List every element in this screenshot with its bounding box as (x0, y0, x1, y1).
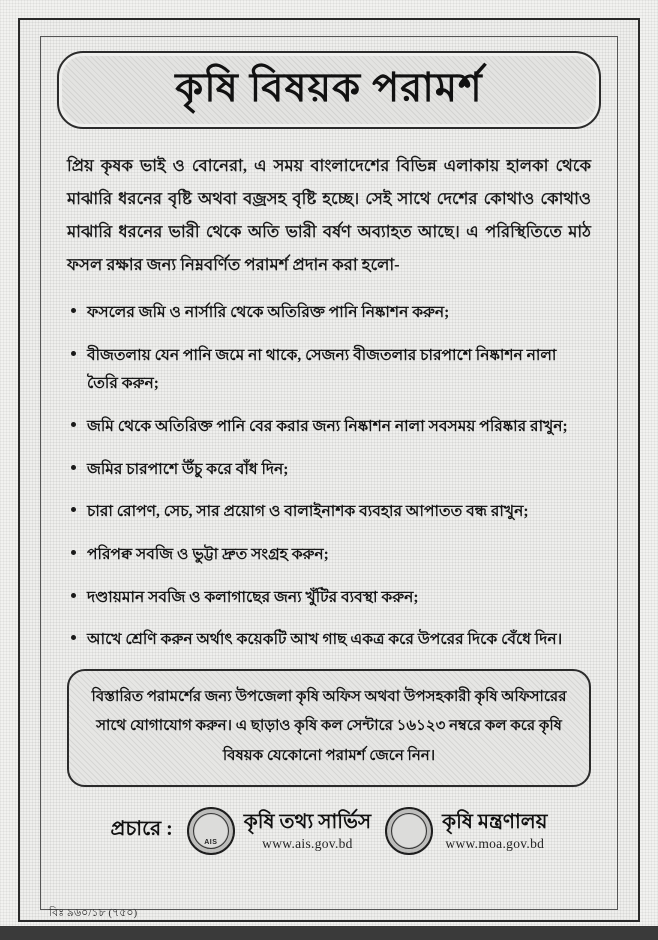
bullet-icon (71, 308, 76, 313)
advice-text: দণ্ডায়মান সবজি ও কলাগাছের জন্য খুঁটির ব্যবস্থা করুন; (87, 588, 419, 606)
bullet-icon (71, 507, 76, 512)
poster-inner-frame (40, 36, 618, 919)
page-title: কৃষি বিষয়ক পরামর্শ (175, 65, 483, 110)
moa-org-name: কৃষি মন্ত্রণালয় (442, 810, 548, 833)
moa-org-text (442, 810, 547, 852)
poster-outer-frame (18, 18, 640, 922)
bullet-icon (71, 635, 76, 640)
moa-seal-icon (385, 807, 433, 855)
list-item (71, 342, 587, 399)
advice-list (71, 299, 587, 655)
ais-org-name: কৃষি তথ্য সার্ভিস (243, 810, 372, 833)
advice-text: জমি থেকে অতিরিক্ত পানি বের করার জন্য নিষ্কাশন নালা সবসময় পরিষ্কার রাখুন; (87, 418, 568, 436)
footer-org-moa (385, 807, 547, 855)
bottom-strip (0, 926, 658, 940)
footer-org-ais (187, 807, 371, 855)
list-item (71, 626, 587, 655)
ais-seal-abbr: AIS (204, 838, 218, 846)
ais-seal-icon (187, 807, 235, 855)
contact-note-text: বিস্তারিত পরামর্শের জন্য উপজেলা কৃষি অফিস অথবা উপসহকারী কৃষি অফিসারের সাথে যোগাযোগ করুন। এ ছাড়াও কৃষি কল সেন্টারে ১৬১২৩ নম্বরে কল করে কৃষি বিষয়ক যেকোনো পরামর্শ জেনে নিন। (91, 689, 567, 764)
poster-footer (67, 807, 591, 855)
advice-text: পরিপক্ব সবজি ও ভুট্টা দ্রুত সংগ্রহ করুন; (87, 546, 329, 564)
bullet-icon (71, 422, 76, 427)
footer-label: প্রচারে : (110, 818, 173, 841)
footnote: বিঃ ৯৬০/১৮ (৭৫০) (49, 907, 138, 919)
bullet-icon (71, 550, 76, 555)
bullet-icon (71, 351, 76, 356)
list-item (71, 584, 587, 613)
advice-text: আখে শ্রেণি করুন অর্থাৎ কয়েকটি আখ গাছ একত্র করে উপরের দিকে বেঁধে দিন। (87, 631, 563, 649)
bullet-icon (71, 593, 76, 598)
advice-text: ফসলের জমি ও নার্সারি থেকে অতিরিক্ত পানি নিষ্কাশন করুন; (87, 304, 450, 321)
contact-note-box (67, 669, 591, 787)
list-item (71, 456, 587, 485)
list-item (71, 299, 587, 328)
bullet-icon (71, 465, 76, 470)
poster-title-box (57, 51, 601, 129)
moa-org-url[interactable]: www.moa.gov.bd (445, 835, 545, 851)
advice-text: চারা রোপণ, সেচ, সার প্রয়োগ ও বালাইনাশক ব্যবহার আপাতত বন্ধ রাখুন; (87, 503, 529, 521)
list-item (71, 413, 587, 442)
intro-paragraph: প্রিয় কৃষক ভাই ও বোনেরা, এ সময় বাংলাদেশের বিভিন্ন এলাকায় হালকা থেকে মাঝারি ধরনের বৃষ্টি অথবা বজ্রসহ বৃষ্টি হচ্ছে। সেই সাথে দেশের কোথাও কোথাও মাঝারি ধরনের ভারী থেকে অতি ভারী বর্ষণ অব্যাহত আছে। এ পরিস্থিতিতে মাঠ ফসল রক্ষার জন্য নিম্নবর্ণিত পরামর্শ প্রদান করা হলো- (67, 156, 591, 274)
ais-org-text (244, 810, 371, 852)
ais-org-url[interactable]: www.ais.gov.bd (262, 835, 353, 851)
list-item (71, 541, 587, 570)
list-item (71, 498, 587, 527)
advice-text: বীজতলায় যেন পানি জমে না থাকে, সেজন্য বীজতলার চারপাশে নিষ্কাশন নালা তৈরি করুন; (87, 346, 557, 393)
advice-text: জমির চারপাশে উঁচু করে বাঁধ দিন; (87, 460, 289, 478)
